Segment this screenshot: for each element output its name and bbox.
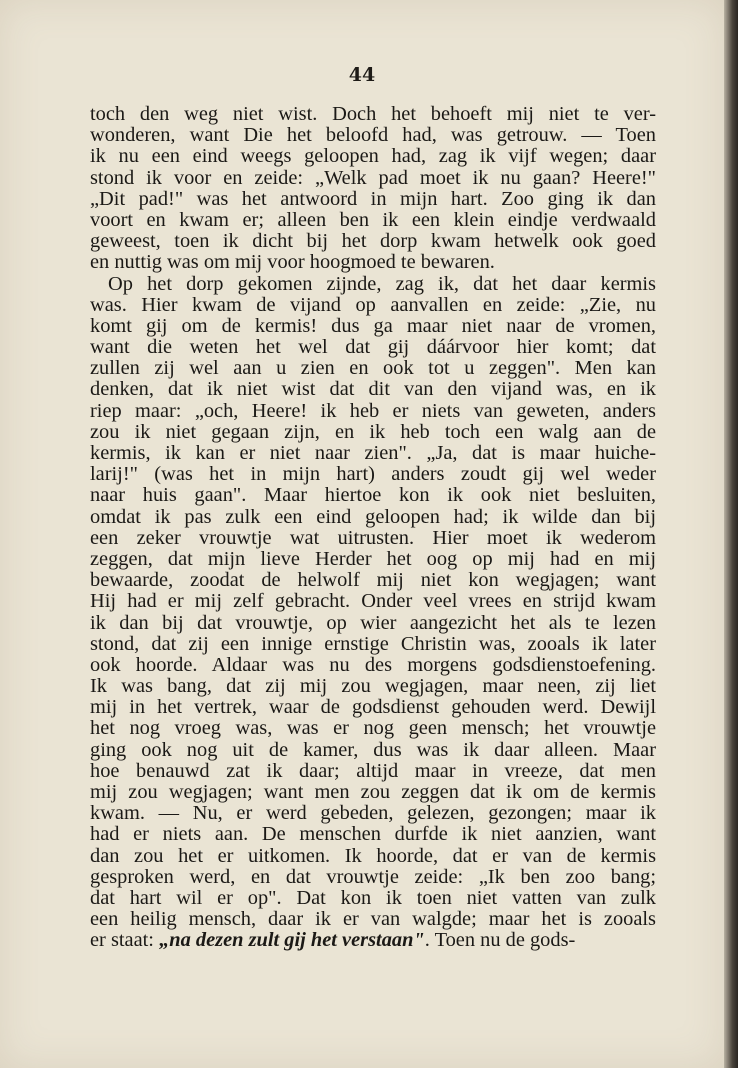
text-line: Hij had er mij zelf gebracht. Onder veel vrees en strijd kwam — [90, 590, 656, 613]
text-line: hoe benauwd zat ik daar; altijd maar in vreeze, dat men — [90, 759, 656, 782]
text-line: een zeker vrouwtje wat uitrusten. Hier moet ik wederom — [90, 526, 656, 549]
text-line: was. Hier kwam de vijand op aanvallen en zeide: „Zie, nu — [90, 293, 656, 316]
text-line: zullen zij wel aan u zien en ook tot u zeggen". Men kan — [90, 357, 656, 380]
text-line: omdat ik pas zulk een eind geloopen had; ik wilde dan bij — [90, 505, 656, 528]
text-line: voort en kwam er; alleen ben ik een klein eindje verdwaald — [90, 208, 656, 231]
text-line: „Dit pad!" was het antwoord in mijn hart. Zoo ging ik dan — [90, 187, 656, 210]
text-line: gesproken werd, en dat vrouwtje zeide: „Ik ben zoo bang; — [90, 865, 656, 888]
text-line: want die weten het wel dat gij dáárvoor hier komt; dat — [90, 336, 656, 359]
text-line: dat hart wil er op". Dat kon ik toen niet vatten van zulk — [90, 886, 656, 909]
text-line: kwam. — Nu, er werd gebeden, gelezen, gezongen; maar ik — [90, 802, 656, 825]
text-line: denken, dat ik niet wist dat dit van den vijand was, en ik — [90, 378, 656, 401]
text-line: het nog vroeg was, was er nog geen mensch; het vrouwtje — [90, 717, 656, 740]
text-line: zou ik niet gegaan zijn, en ik heb toch een walg aan de — [90, 420, 656, 443]
text-line: riep maar: „och, Heere! ik heb er niets van geweten, anders — [90, 399, 656, 422]
last-line-end: . Toen nu de gods- — [424, 929, 576, 952]
page-edge-shadow — [724, 0, 738, 1068]
text-line: komt gij om de kermis! dus ga maar niet naar de vromen, — [90, 314, 656, 337]
italic-quote: „na dezen zult gij het verstaan" — [159, 929, 425, 952]
page-number: 44 — [348, 64, 376, 86]
text-line: had er niets aan. De menschen durfde ik niet aanzien, want — [90, 823, 656, 846]
text-line: bewaarde, zoodat de helwolf mij niet kon wegjagen; want — [90, 569, 656, 592]
text-line: mij zou wegjagen; want men zou zeggen dat ik om de kermis — [90, 781, 656, 803]
text-line: stond ik voor en zeide: „Welk pad moet ik nu gaan? Heere!" — [90, 166, 656, 189]
text-line: een heilig mensch, daar ik er van walgde; maar het is zooals — [90, 908, 656, 931]
text-line: kermis, ik kan er niet naar zien". „Ja, dat is maar huiche- — [90, 442, 656, 464]
text-line: en nuttig was om mij voor hoogmoed te bewaren. — [90, 251, 495, 274]
text-line: ik dan bij dat vrouwtje, op wier aangezicht het als te lezen — [90, 611, 656, 634]
text-line: ik nu een eind weegs geloopen had, zag ik vijf wegen; daar — [90, 145, 656, 168]
text-line: larij!" (was het in mijn hart) anders zoudt gij wel weder — [90, 463, 656, 486]
text-line-last — [90, 930, 656, 951]
text-line: dan zou het er uitkomen. Ik hoorde, dat er van de kermis — [90, 844, 656, 867]
text-line: ging ook nog uit de kamer, dus was ik daar alleen. Maar — [90, 738, 656, 761]
text-line: Op het dorp gekomen zijnde, zag ik, dat het daar kermis — [108, 272, 656, 295]
text-line: zeggen, dat mijn lieve Herder het oog op mij had en mij — [90, 547, 656, 570]
text-line: geweest, toen ik dicht bij het dorp kwam hetwelk ook goed — [90, 230, 656, 253]
text-line: toch den weg niet wist. Doch het behoeft mij niet te ver- — [90, 103, 656, 125]
text-line: Ik was bang, dat zij mij zou wegjagen, maar neen, zij liet — [90, 675, 656, 698]
last-line-start: er staat: — [90, 929, 160, 952]
text-line: wonderen, want Die het beloofd had, was getrouw. — Toen — [90, 124, 656, 147]
text-line: naar huis gaan". Maar hiertoe kon ik ook niet besluiten, — [90, 484, 656, 507]
text-line: stond, dat zij een innige ernstige Christin was, zooals ik later — [90, 632, 656, 655]
text-line: ook hoorde. Aldaar was nu des morgens godsdienstoefening. — [90, 653, 656, 676]
body-text — [90, 104, 656, 952]
text-line: mij in het vertrek, waar de godsdienst gehouden werd. Dewijl — [90, 696, 656, 719]
